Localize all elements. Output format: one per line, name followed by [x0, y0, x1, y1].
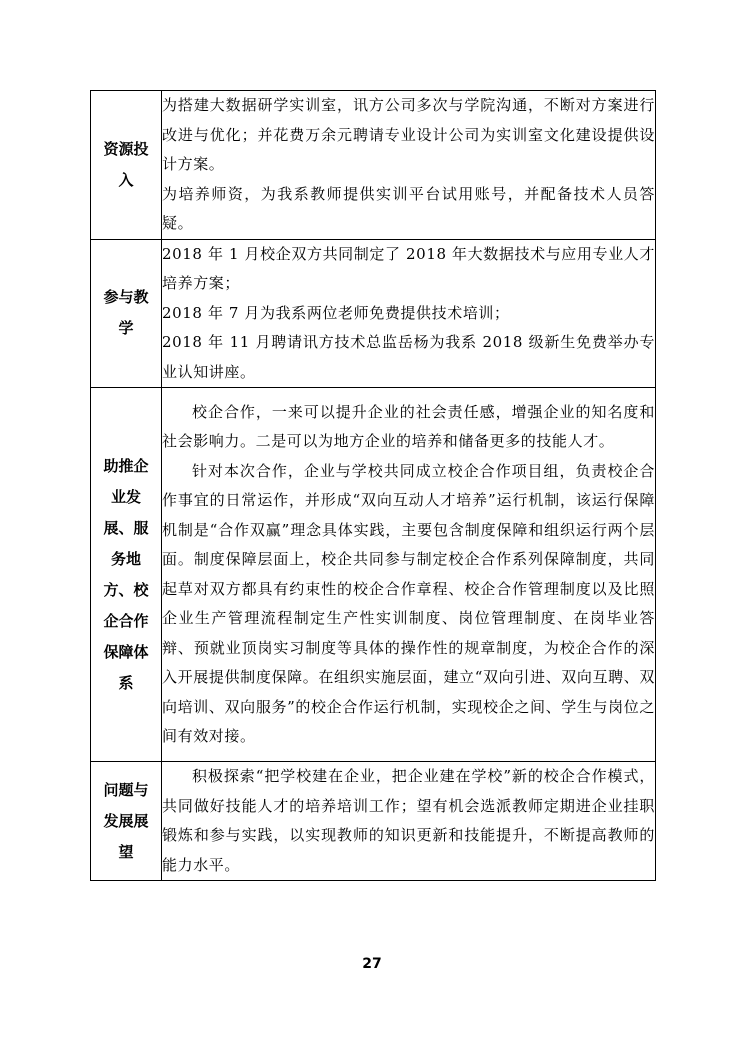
row-label-resource-input [91, 91, 162, 240]
row-label-text: 助推企业发展、服务地方、校企合作保障体系 [103, 456, 149, 692]
paragraph: 为培养师资，为我系教师提供实训平台试用账号，并配备技术人员答疑。 [162, 184, 655, 232]
paragraph: 2018 年 7 月为我系两位老师免费提供技术培训； [162, 303, 510, 322]
paragraph: 积极探索“把学校建在企业，把企业建在学校”新的校企合作模式，共同做好技能人才的培养培训工作；望有机会选派教师定期进企业挂职锻炼和参与实践，以实现教师的知识更新和技能提升，不断提高教师的能力水平。 [162, 767, 655, 874]
row-content-resource-input [162, 91, 656, 240]
row-label-teaching [91, 239, 162, 388]
page-number: 27 [362, 956, 382, 972]
row-content-teaching [162, 239, 656, 388]
paragraph: 校企合作，一来可以提升企业的社会责任感，增强企业的知名度和社会影响力。二是可以为地方企业的培养和储备更多的技能人才。 [162, 402, 655, 450]
row-label-text: 资源投入 [103, 139, 149, 189]
row-content-outlook [162, 762, 656, 881]
paragraph: 为搭建大数据研学实训室，讯方公司多次与学院沟通，不断对方案进行改进与优化；并花费万余元聘请专业设计公司为实训室文化建设提供设计方案。 [162, 96, 655, 173]
row-label-text: 问题与发展展望 [103, 780, 149, 861]
row-content-support-system [162, 388, 656, 762]
row-label-support-system [91, 388, 162, 762]
row-label-outlook [91, 762, 162, 881]
paragraph: 2018 年 1 月校企双方共同制定了 2018 年大数据技术与应用专业人才培养方案； [162, 244, 655, 292]
table-row [91, 388, 656, 762]
paragraph: 针对本次合作，企业与学校共同成立校企合作项目组，负责校企合作事宜的日常运作，并形成“双向互动人才培养”运行机制，该运行保障机制是“合作双赢”理念具体实践，主要包含制度保障和组织运行两个层面。制度保障层面上，校企共同参与制定校企合作系列保障制度，共同起草对双方都具有约束性的校企合作章程、校企合作管理制度以及比照企业生产管理流程制定生产性实训制度、岗位管理制度、在岗毕业答辩、预就业顶岗实习制度等具体的操作性的规章制度，为校企合作的深入开展提供制度保障。在组织实施层面，建立“双向引进、双向互聘、双向培训、双向服务”的校企合作运行机制，实现校企之间、学生与岗位之间有效对接。 [162, 461, 655, 745]
table-row [91, 762, 656, 881]
table-row [91, 91, 656, 240]
row-label-text: 参与教学 [103, 288, 149, 338]
cooperation-table [90, 90, 656, 881]
table-row [91, 239, 656, 388]
paragraph: 2018 年 11 月聘请讯方技术总监岳杨为我系 2018 级新生免费举办专业认知讲座。 [162, 333, 655, 381]
